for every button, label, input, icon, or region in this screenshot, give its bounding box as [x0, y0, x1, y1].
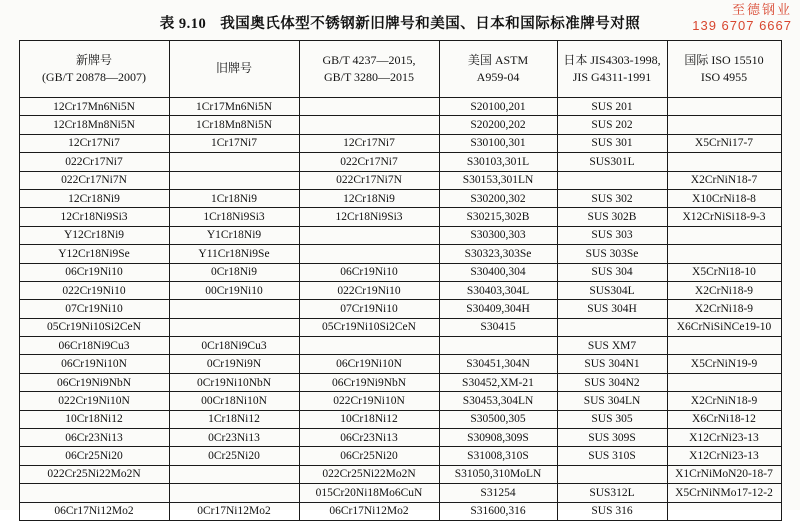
cell-new-grade — [19, 484, 169, 502]
table-row — [19, 429, 781, 447]
cell-new-grade: 06Cr23Ni13 — [19, 429, 169, 447]
table-body — [19, 98, 781, 521]
cell-iso: X2CrNiN18-7 — [667, 171, 781, 189]
cell-astm: S20200,202 — [439, 116, 557, 134]
cell-jis: SUS 302B — [557, 208, 667, 226]
cell-new-grade: 06Cr17Ni12Mo2 — [19, 502, 169, 520]
cell-old-grade: 1Cr18Ni9Si3 — [169, 208, 299, 226]
cell-iso — [667, 245, 781, 263]
cell-iso: X12CrNi23-13 — [667, 447, 781, 465]
cell-jis: SUS312L — [557, 484, 667, 502]
cell-new-grade: 10Cr18Ni12 — [19, 410, 169, 428]
cell-old-grade: Y11Cr18Ni9Se — [169, 245, 299, 263]
cell-jis: SUS 202 — [557, 116, 667, 134]
cell-new-grade: 022Cr19Ni10N — [19, 392, 169, 410]
cell-gbt — [299, 337, 439, 355]
cell-astm: S30409,304H — [439, 300, 557, 318]
table-header-row — [19, 41, 781, 98]
cell-new-grade: 12Cr18Ni9 — [19, 189, 169, 207]
table-row — [19, 134, 781, 152]
cell-astm: S30323,303Se — [439, 245, 557, 263]
cell-gbt: 07Cr19Ni10 — [299, 300, 439, 318]
table-row — [19, 318, 781, 336]
column-header-new-grade: 新牌号 (GB/T 20878—2007) — [19, 41, 169, 98]
cell-jis — [557, 171, 667, 189]
table-header — [19, 41, 781, 98]
cell-jis: SUS 305 — [557, 410, 667, 428]
cell-old-grade — [169, 465, 299, 483]
cell-jis: SUS 303 — [557, 226, 667, 244]
cell-astm: S30300,303 — [439, 226, 557, 244]
cell-old-grade — [169, 318, 299, 336]
standards-comparison-table — [19, 40, 782, 521]
cell-gbt: 022Cr25Ni22Mo2N — [299, 465, 439, 483]
column-header-jis: 日本 JIS4303-1998, JIS G4311-1991 — [557, 41, 667, 98]
table-row — [19, 171, 781, 189]
cell-astm: S31050,310MoLN — [439, 465, 557, 483]
cell-new-grade: Y12Cr18Ni9Se — [19, 245, 169, 263]
table-row — [19, 373, 781, 391]
table-row — [19, 355, 781, 373]
cell-astm: S30415 — [439, 318, 557, 336]
cell-gbt — [299, 226, 439, 244]
cell-jis: SUS 304N2 — [557, 373, 667, 391]
table-row — [19, 300, 781, 318]
cell-iso: X12CrNiSi18-9-3 — [667, 208, 781, 226]
cell-iso: X6CrNi18-12 — [667, 410, 781, 428]
cell-jis: SUS XM7 — [557, 337, 667, 355]
cell-astm: S30451,304N — [439, 355, 557, 373]
cell-old-grade — [169, 153, 299, 171]
cell-iso: X1CrNiMoN20-18-7 — [667, 465, 781, 483]
cell-astm: S30103,301L — [439, 153, 557, 171]
cell-astm: S30908,309S — [439, 429, 557, 447]
watermark-company: 至德钢业 — [731, 2, 792, 17]
cell-iso: X2CrNi18-9 — [667, 300, 781, 318]
cell-iso — [667, 337, 781, 355]
cell-astm: S30453,304LN — [439, 392, 557, 410]
cell-jis: SUS 302 — [557, 189, 667, 207]
cell-jis: SUS 304 — [557, 263, 667, 281]
table-caption-number: 表 9.10 — [159, 16, 207, 32]
cell-old-grade: 1Cr18Mn8Ni5N — [169, 116, 299, 134]
cell-jis: SUS304L — [557, 281, 667, 299]
table-row — [19, 226, 781, 244]
cell-old-grade: 0Cr19Ni9N — [169, 355, 299, 373]
cell-gbt: 12Cr17Ni7 — [299, 134, 439, 152]
cell-iso: X5CrNiN19-9 — [667, 355, 781, 373]
cell-gbt: 015Cr20Ni18Mo6CuN — [299, 484, 439, 502]
table-caption — [0, 0, 800, 40]
cell-astm: S30403,304L — [439, 281, 557, 299]
table-row — [19, 245, 781, 263]
cell-gbt: 06Cr23Ni13 — [299, 429, 439, 447]
cell-astm: S30100,301 — [439, 134, 557, 152]
cell-iso: X5CrNi17-7 — [667, 134, 781, 152]
column-header-iso: 国际 ISO 15510 ISO 4955 — [667, 41, 781, 98]
cell-iso: X5CrNiNMo17-12-2 — [667, 484, 781, 502]
cell-gbt: 022Cr17Ni7N — [299, 171, 439, 189]
cell-old-grade: 1Cr17Mn6Ni5N — [169, 98, 299, 116]
cell-new-grade: 022Cr25Ni22Mo2N — [19, 465, 169, 483]
cell-jis: SUS 310S — [557, 447, 667, 465]
table-row — [19, 281, 781, 299]
cell-old-grade: 00Cr18Ni10N — [169, 392, 299, 410]
cell-jis: SUS 304LN — [557, 392, 667, 410]
cell-iso — [667, 153, 781, 171]
column-header-old-grade: 旧牌号 — [169, 41, 299, 98]
cell-astm: S30215,302B — [439, 208, 557, 226]
cell-iso: X2CrNi18-9 — [667, 281, 781, 299]
cell-old-grade: 1Cr17Ni7 — [169, 134, 299, 152]
cell-new-grade: 022Cr19Ni10 — [19, 281, 169, 299]
cell-jis: SUS 303Se — [557, 245, 667, 263]
cell-new-grade: 12Cr18Mn8Ni5N — [19, 116, 169, 134]
cell-astm: S30500,305 — [439, 410, 557, 428]
cell-old-grade: 1Cr18Ni9 — [169, 189, 299, 207]
cell-old-grade: 1Cr18Ni12 — [169, 410, 299, 428]
cell-jis: SUS301L — [557, 153, 667, 171]
cell-gbt: 022Cr17Ni7 — [299, 153, 439, 171]
cell-new-grade: 06Cr19Ni10 — [19, 263, 169, 281]
cell-new-grade: 07Cr19Ni10 — [19, 300, 169, 318]
cell-astm: S30400,304 — [439, 263, 557, 281]
table-row — [19, 116, 781, 134]
table-row — [19, 392, 781, 410]
cell-iso: X10CrNi18-8 — [667, 189, 781, 207]
cell-astm: S31254 — [439, 484, 557, 502]
cell-gbt: 05Cr19Ni10Si2CeN — [299, 318, 439, 336]
cell-old-grade — [169, 484, 299, 502]
cell-new-grade: 06Cr25Ni20 — [19, 447, 169, 465]
cell-old-grade: 0Cr23Ni13 — [169, 429, 299, 447]
cell-astm — [439, 337, 557, 355]
watermark-phone: 139 6707 6667 — [692, 18, 792, 34]
cell-jis: SUS 309S — [557, 429, 667, 447]
cell-old-grade — [169, 171, 299, 189]
cell-jis — [557, 318, 667, 336]
cell-gbt: 022Cr19Ni10N — [299, 392, 439, 410]
cell-new-grade: 06Cr19Ni9NbN — [19, 373, 169, 391]
cell-iso — [667, 98, 781, 116]
cell-gbt: 06Cr25Ni20 — [299, 447, 439, 465]
cell-gbt — [299, 245, 439, 263]
cell-iso: X12CrNi23-13 — [667, 429, 781, 447]
cell-astm: S30452,XM-21 — [439, 373, 557, 391]
watermark — [692, 2, 792, 35]
cell-old-grade: Y1Cr18Ni9 — [169, 226, 299, 244]
cell-old-grade: 0Cr17Ni12Mo2 — [169, 502, 299, 520]
cell-astm: S31008,310S — [439, 447, 557, 465]
table-row — [19, 484, 781, 502]
cell-iso — [667, 502, 781, 520]
cell-jis: SUS 201 — [557, 98, 667, 116]
cell-iso: X5CrNi18-10 — [667, 263, 781, 281]
cell-iso — [667, 226, 781, 244]
cell-jis: SUS 301 — [557, 134, 667, 152]
cell-gbt: 06Cr19Ni10 — [299, 263, 439, 281]
cell-gbt: 06Cr19Ni10N — [299, 355, 439, 373]
table-row — [19, 263, 781, 281]
cell-gbt — [299, 116, 439, 134]
table-caption-text: 我国奥氏体型不锈钢新旧牌号和美国、日本和国际标准牌号对照 — [220, 16, 641, 32]
cell-new-grade: 05Cr19Ni10Si2CeN — [19, 318, 169, 336]
cell-astm: S30153,301LN — [439, 171, 557, 189]
cell-astm: S30200,302 — [439, 189, 557, 207]
table-row — [19, 98, 781, 116]
table-row — [19, 208, 781, 226]
cell-astm: S31600,316 — [439, 502, 557, 520]
column-header-gbt: GB/T 4237—2015, GB/T 3280—2015 — [299, 41, 439, 98]
cell-jis: SUS 304N1 — [557, 355, 667, 373]
cell-old-grade: 0Cr18Ni9Cu3 — [169, 337, 299, 355]
cell-new-grade: 022Cr17Ni7 — [19, 153, 169, 171]
table-row — [19, 465, 781, 483]
cell-gbt: 06Cr17Ni12Mo2 — [299, 502, 439, 520]
cell-new-grade: Y12Cr18Ni9 — [19, 226, 169, 244]
table-row — [19, 153, 781, 171]
cell-iso — [667, 116, 781, 134]
cell-iso — [667, 373, 781, 391]
table-row — [19, 447, 781, 465]
cell-gbt: 10Cr18Ni12 — [299, 410, 439, 428]
cell-iso: X2CrNiN18-9 — [667, 392, 781, 410]
cell-gbt: 12Cr18Ni9 — [299, 189, 439, 207]
cell-old-grade: 0Cr19Ni10NbN — [169, 373, 299, 391]
cell-astm: S20100,201 — [439, 98, 557, 116]
table-row — [19, 502, 781, 520]
table-row — [19, 410, 781, 428]
cell-new-grade: 12Cr17Mn6Ni5N — [19, 98, 169, 116]
cell-old-grade: 0Cr25Ni20 — [169, 447, 299, 465]
cell-old-grade: 00Cr19Ni10 — [169, 281, 299, 299]
cell-new-grade: 12Cr18Ni9Si3 — [19, 208, 169, 226]
cell-new-grade: 06Cr18Ni9Cu3 — [19, 337, 169, 355]
table-row — [19, 337, 781, 355]
cell-gbt — [299, 98, 439, 116]
cell-new-grade: 022Cr17Ni7N — [19, 171, 169, 189]
cell-old-grade — [169, 300, 299, 318]
cell-new-grade: 12Cr17Ni7 — [19, 134, 169, 152]
cell-gbt: 022Cr19Ni10 — [299, 281, 439, 299]
cell-iso: X6CrNiSiNCe19-10 — [667, 318, 781, 336]
cell-jis: SUS 316 — [557, 502, 667, 520]
table-row — [19, 189, 781, 207]
cell-old-grade: 0Cr18Ni9 — [169, 263, 299, 281]
cell-new-grade: 06Cr19Ni10N — [19, 355, 169, 373]
cell-jis: SUS 304H — [557, 300, 667, 318]
cell-jis — [557, 465, 667, 483]
column-header-astm: 美国 ASTM A959-04 — [439, 41, 557, 98]
cell-gbt: 12Cr18Ni9Si3 — [299, 208, 439, 226]
cell-gbt: 06Cr19Ni9NbN — [299, 373, 439, 391]
